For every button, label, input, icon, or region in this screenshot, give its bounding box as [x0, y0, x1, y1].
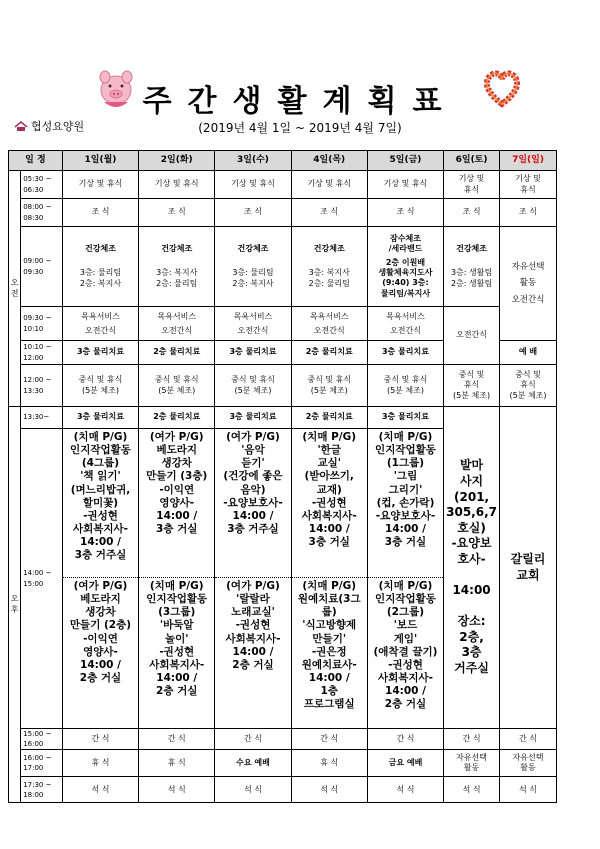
- cell-bath-mon: 목욕서비스 오전간식: [62, 307, 138, 341]
- cell-dinner-fri: 석 식: [367, 777, 443, 803]
- day-tue: 2일(화): [139, 151, 215, 171]
- cell-exercise-thu: 건강체조 3층: 복지사 2층: 물리팀: [291, 227, 367, 307]
- day-fri: 5일(금): [367, 151, 443, 171]
- cell-physio-tue: 2층 물리치료: [139, 341, 215, 365]
- cell-dinner-wed: 석 식: [215, 777, 291, 803]
- time-cell: 12:00 ~ 13:30: [21, 365, 63, 407]
- row-bath: [9, 307, 557, 341]
- cell-wake-mon: 기상 및 휴식: [62, 171, 138, 199]
- cell-rest-sat: 자유선택 활동: [444, 750, 500, 777]
- cell-program-fri: (치매 P/G) 인지작업활동 (1그룹) '그림 그리기' (컵, 손가락) -요양보호사- 14:00 / 3층 거실 (치매 P/G) 인지작업활동 (2그룹) '보드 게임' (애착결 끌기) -권성현 사회복지사- 14:00 / 2층 거실: [367, 429, 443, 729]
- cell-snack-wed: 간 식: [215, 729, 291, 750]
- cell-snack-sat: 간 식: [444, 729, 500, 750]
- cell-breakfast-mon: 조 식: [62, 199, 138, 227]
- cell-snack-thu: 간 식: [291, 729, 367, 750]
- period-am: 오 전: [9, 171, 21, 407]
- cell-exercise-tue: 건강체조 3층: 복지사 2층: 물리팀: [139, 227, 215, 307]
- time-cell: 14:00 ~ 15:00: [21, 429, 63, 729]
- cell-breakfast-sun: 조 식: [500, 199, 557, 227]
- day-sun: 7일(일): [500, 151, 557, 171]
- period-pm: 오 후: [9, 407, 21, 803]
- heart-wreath-icon: [482, 68, 522, 108]
- row-wake: [9, 171, 557, 199]
- cell-breakfast-wed: 조 식: [215, 199, 291, 227]
- cell-dinner-sat: 석 식: [444, 777, 500, 803]
- day-sat: 6일(토): [444, 151, 500, 171]
- row-rest: [9, 750, 557, 777]
- cell-program-mon: (치매 P/G) 인지작업활동 (4그룹) '책 읽기' (며느리밥귀, 할미꽃) -권성현 사회복지사- 14:00 / 3층 거주실 (여가 P/G) 베도라지 생강차 만들기 (2층) -이익연 영양사- 14:00 / 2층 거실: [62, 429, 138, 729]
- cell-physio-wed: 3층 물리치료: [215, 341, 291, 365]
- cell-dinner-tue: 석 식: [139, 777, 215, 803]
- cell-bath-tue: 목욕서비스 오전간식: [139, 307, 215, 341]
- row-exercise: [9, 227, 557, 307]
- time-cell: 09:30 ~ 10:10: [21, 307, 63, 341]
- cell-exercise-mon: 건강체조 3층: 물리팀 2층: 복지사: [62, 227, 138, 307]
- cell-physio-pm-thu: 2층 물리치료: [291, 407, 367, 429]
- cell-rest-tue: 휴 식: [139, 750, 215, 777]
- schedule-table: [8, 150, 557, 803]
- cell-physio-thu: 2층 물리치료: [291, 341, 367, 365]
- page-title: 주간생활계획표: [142, 84, 458, 119]
- date-range: (2019년 4월 1일 ~ 2019년 4월 7일): [198, 121, 402, 135]
- cell-wake-wed: 기상 및 휴식: [215, 171, 291, 199]
- cell-bath-sat: 오전간식: [444, 307, 500, 365]
- cell-physio-mon: 3층 물리치료: [62, 341, 138, 365]
- cell-exercise-sun: 자유선택 활동 오전간식: [500, 227, 557, 341]
- header-row: [9, 151, 557, 171]
- cell-snack-fri: 간 식: [367, 729, 443, 750]
- schedule-label: 일 정: [9, 151, 63, 171]
- cell-program-sat: 발마 사지 (201, 305,6,7 호실) -요양보 호사- 14:00 장소: 2층, 3층 거주실: [444, 407, 500, 729]
- time-cell: 08:00 ~ 08:30: [21, 199, 63, 227]
- time-cell: 16:00 ~ 17:00: [21, 750, 63, 777]
- cell-snack-sun: 간 식: [500, 729, 557, 750]
- time-cell: 17:30 ~ 18:00: [21, 777, 63, 803]
- cell-exercise-fri: 잠수체조 /세라밴드 2층 이원배 생활체육지도사 (9:40) 3층: 물리팀/복지사: [367, 227, 443, 307]
- cell-physio-sun: 예 배: [500, 341, 557, 365]
- page-header: [0, 0, 600, 148]
- cell-lunch-fri: 중식 및 휴식 (5분 체조): [367, 365, 443, 407]
- cell-dinner-thu: 석 식: [291, 777, 367, 803]
- cell-lunch-sun: 중식 및 휴식 (5분 체조): [500, 365, 557, 407]
- cell-breakfast-fri: 조 식: [367, 199, 443, 227]
- cell-rest-fri: 금요 예배: [367, 750, 443, 777]
- cell-dinner-mon: 석 식: [62, 777, 138, 803]
- cell-lunch-thu: 중식 및 휴식 (5분 체조): [291, 365, 367, 407]
- day-thu: 4일(목): [291, 151, 367, 171]
- cell-physio-pm-tue: 2층 물리치료: [139, 407, 215, 429]
- cell-snack-mon: 간 식: [62, 729, 138, 750]
- cell-physio-pm-wed: 3층 물리치료: [215, 407, 291, 429]
- time-cell: 09:00 ~ 09:30: [21, 227, 63, 307]
- cell-lunch-sat: 중식 및 휴식 (5분 체조): [444, 365, 500, 407]
- cell-rest-wed: 수요 예배: [215, 750, 291, 777]
- row-lunch: [9, 365, 557, 407]
- cell-rest-mon: 휴 식: [62, 750, 138, 777]
- cell-wake-sun: 기상 및 휴식: [500, 171, 557, 199]
- cell-bath-thu: 목욕서비스 오전간식: [291, 307, 367, 341]
- cell-wake-tue: 기상 및 휴식: [139, 171, 215, 199]
- cell-wake-sat: 기상 및 휴식: [444, 171, 500, 199]
- cell-rest-sun: 자유선택 활동: [500, 750, 557, 777]
- cell-physio-fri: 3층 물리치료: [367, 341, 443, 365]
- cell-dinner-sun: 석 식: [500, 777, 557, 803]
- cell-wake-fri: 기상 및 휴식: [367, 171, 443, 199]
- cell-bath-wed: 목욕서비스 오전간식: [215, 307, 291, 341]
- cell-program-thu: (치매 P/G) '한글 교실' (받아쓰기, 교재) -권성현 사회복지사- 14:00 / 3층 거실 (치매 P/G) 원예치료(3그룹) '식고방향제 만들기' -권은정 원예치료사- 14:00 / 1층 프로그램실: [291, 429, 367, 729]
- time-cell: 05:30 ~ 06:30: [21, 171, 63, 199]
- cell-exercise-wed: 건강체조 3층: 물리팀 2층: 복지사: [215, 227, 291, 307]
- cell-physio-pm-fri: 3층 물리치료: [367, 407, 443, 429]
- cell-lunch-wed: 중식 및 휴식 (5분 체조): [215, 365, 291, 407]
- cell-exercise-sat: 건강체조 3층: 생활팀 2층: 생활팀: [444, 227, 500, 307]
- cell-breakfast-sat: 조 식: [444, 199, 500, 227]
- cell-program-tue: (여가 P/G) 베도라지 생강차 만들기 (3층) -이익연 영양사- 14:00 / 3층 거실 (치매 P/G) 인지작업활동 (3그룹) '바둑알 놀이' -권성현 사회복지사- 14:00 / 2층 거실: [139, 429, 215, 729]
- org-name: 협성요양원: [14, 118, 84, 134]
- cell-wake-thu: 기상 및 휴식: [291, 171, 367, 199]
- cell-snack-tue: 간 식: [139, 729, 215, 750]
- time-cell: 10:10 ~ 12:00: [21, 341, 63, 365]
- cell-rest-thu: 휴 식: [291, 750, 367, 777]
- cell-physio-pm-mon: 3층 물리치료: [62, 407, 138, 429]
- day-mon: 1일(월): [62, 151, 138, 171]
- time-cell: 13:30~: [21, 407, 63, 429]
- row-physio-pm: [9, 407, 557, 429]
- cell-breakfast-thu: 조 식: [291, 199, 367, 227]
- cell-breakfast-tue: 조 식: [139, 199, 215, 227]
- cell-bath-fri: 목욕서비스 오전간식: [367, 307, 443, 341]
- row-snack: [9, 729, 557, 750]
- row-breakfast: [9, 199, 557, 227]
- cell-lunch-tue: 중식 및 휴식 (5분 체조): [139, 365, 215, 407]
- day-wed: 3일(수): [215, 151, 291, 171]
- cell-program-sun: 갈릴리 교회: [500, 407, 557, 729]
- time-cell: 15:00 ~ 16:00: [21, 729, 63, 750]
- cell-program-wed: (여가 P/G) '음악 듣기' (건강에 좋은 음악) -요양보호사- 14:00 / 3층 거주실 (여가 P/G) '랄랄라 노래교실' -권성현 사회복지사- 14:00 / 2층 거실: [215, 429, 291, 729]
- cell-lunch-mon: 중식 및 휴식 (5분 체조): [62, 365, 138, 407]
- row-dinner: [9, 777, 557, 803]
